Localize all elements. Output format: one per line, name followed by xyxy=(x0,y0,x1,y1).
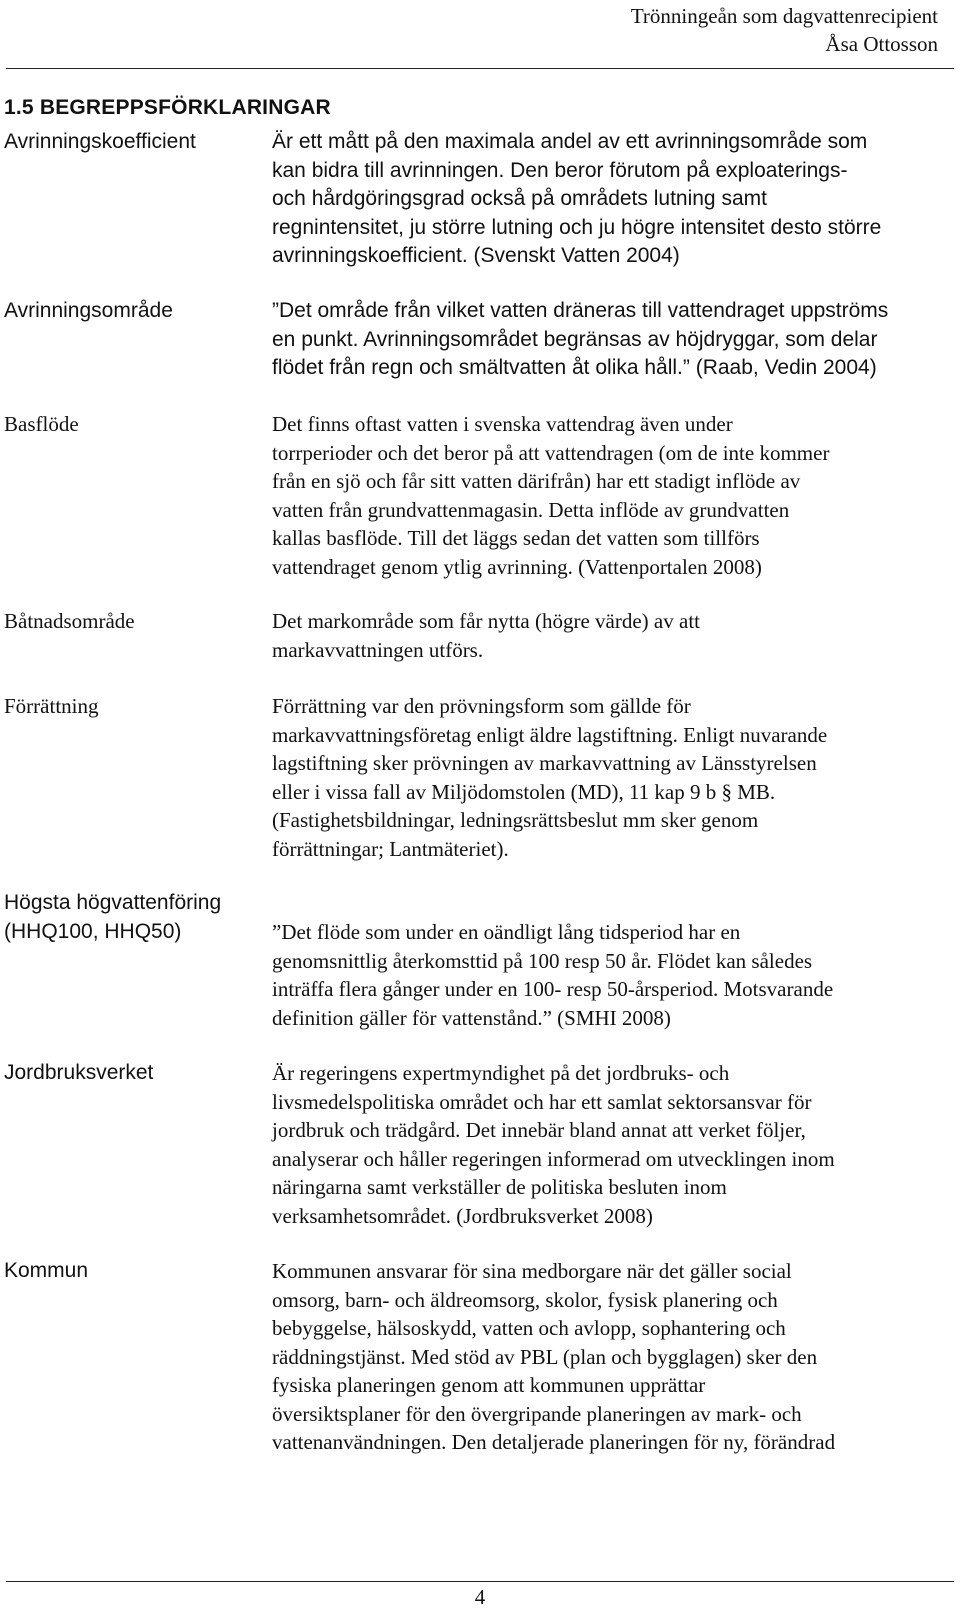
definition-line: markavvattningen utförs. xyxy=(272,637,484,662)
definition-line: omsorg, barn- och äldreomsorg, skolor, fysisk planering och xyxy=(272,1287,778,1312)
term-line: Basflöde xyxy=(4,412,79,436)
definition-line: ”Det område från vilket vatten dräneras till vattendraget uppströms xyxy=(272,299,889,322)
definition-line: bebyggelse, hälsoskydd, vatten och avlopp, sophantering och xyxy=(272,1316,786,1340)
definition-line: fysiska planeringen genom att kommunen upprättar xyxy=(272,1373,706,1397)
definition-line: vatten från grundvattenmagasin. Detta inflöde av grundvatten xyxy=(272,497,790,522)
definition-line: vattendraget genom ytlig avrinning. (Vattenportalen 2008) xyxy=(272,554,762,579)
definition-line: eller i vissa fall av Miljödomstolen (MD), 11 kap 9 b § MB. xyxy=(272,779,776,804)
term-hogsta-hogvattenforing xyxy=(4,889,249,946)
definition-line: Förrättning var den prövningsform som gällde för xyxy=(272,694,691,718)
term-line: Båtnadsområde xyxy=(4,609,135,633)
footer-divider xyxy=(6,1581,954,1582)
definition-avrinningsomrade xyxy=(272,297,960,383)
definition-forrattning xyxy=(272,692,960,863)
term-kommun xyxy=(4,1257,249,1286)
definition-kommun xyxy=(272,1257,960,1457)
definition-batnadsomrade xyxy=(272,607,960,664)
definition-line: kallas basflöde. Till det läggs sedan det vatten som tillförs xyxy=(272,526,760,550)
definition-avrinningskoefficient xyxy=(272,128,960,271)
definition-line: Det finns oftast vatten i svenska vattendrag även under xyxy=(272,412,733,436)
term-line: Avrinningsområde xyxy=(4,299,173,322)
term-avrinningskoefficient xyxy=(4,128,249,157)
definition-line: och hårdgöringsgrad också på områdets lutning samt xyxy=(272,187,767,210)
definition-line: inträffa flera gånger under en 100- resp 50-årsperiod. Motsvarande xyxy=(272,977,834,1001)
definition-line: Är ett mått på den maximala andel av ett avrinningsområde som xyxy=(272,130,868,153)
term-avrinningsomrade xyxy=(4,297,249,326)
definition-line: lagstiftning sker prövningen av markavvattning av Länsstyrelsen xyxy=(272,751,817,775)
term-basflode xyxy=(4,410,249,439)
term-line: Jordbruksverket xyxy=(4,1061,154,1084)
definition-line: ”Det flöde som under en oändligt lång tidsperiod har en xyxy=(272,920,741,944)
term-batnadsomrade xyxy=(4,607,249,636)
definition-line: en punkt. Avrinningsområdet begränsas av höjdryggar, som delar xyxy=(272,327,878,351)
definition-line: verksamhetsområdet. (Jordbruksverket 2008) xyxy=(272,1203,653,1228)
definition-basflode xyxy=(272,410,960,581)
term-line: (HHQ100, HHQ50) xyxy=(4,919,182,943)
definition-line: räddningstjänst. Med stöd av PBL (plan och bygglagen) sker den xyxy=(272,1344,818,1369)
definition-line: genomsnittlig återkomsttid på 100 resp 50 år. Flödet kan således xyxy=(272,948,813,973)
definition-line: Kommunen ansvarar för sina medborgare när det gäller social xyxy=(272,1259,792,1283)
page-number: 4 xyxy=(474,1585,486,1609)
definition-hogsta-hogvattenforing xyxy=(272,918,960,1032)
definition-line: översiktsplaner för den övergripande planeringen av mark- och xyxy=(272,1401,802,1426)
definition-line: från en sjö och får sitt vatten därifrån) har ett stadigt inflöde av xyxy=(272,469,801,493)
definition-line: Är regeringens expertmyndighet på det jordbruks- och xyxy=(272,1061,730,1085)
definition-line: (Fastighetsbildningar, ledningsrättsbeslut mm sker genom xyxy=(272,808,759,832)
definition-line: torrperioder och det beror på att vattendragen (om de inte kommer xyxy=(272,440,830,465)
term-line: Avrinningskoefficient xyxy=(4,130,196,153)
section-heading: 1.5 BEGREPPSFÖRKLARINGAR xyxy=(4,96,331,119)
definition-line: regnintensitet, ju större lutning och ju högre intensitet desto större xyxy=(272,215,882,239)
definition-line: markavvattningsföretag enligt äldre lagstiftning. Enligt nuvarande xyxy=(272,722,828,747)
header-divider xyxy=(6,68,954,69)
definition-line: analyserar och håller regeringen informerad om utvecklingen inom xyxy=(272,1146,835,1171)
term-line: Kommun xyxy=(4,1259,89,1282)
definition-line: kan bidra till avrinningen. Den beror förutom på exploaterings- xyxy=(272,158,848,182)
definition-line: näringarna samt verkställer de politiska besluten inom xyxy=(272,1175,727,1199)
term-forrattning xyxy=(4,692,249,721)
definition-line: förrättningar; Lantmäteriet). xyxy=(272,836,509,861)
definition-line: jordbruk och trädgård. Det innebär bland annat att verket följer, xyxy=(272,1118,806,1142)
definition-line: definition gäller för vattenstånd.” (SMHI 2008) xyxy=(272,1005,671,1030)
definition-line: avrinningskoefficient. (Svenskt Vatten 2004) xyxy=(272,244,680,267)
definition-line: Det markområde som får nytta (högre värde) av att xyxy=(272,609,700,633)
document-author: Åsa Ottosson xyxy=(825,32,938,56)
definition-line: vattenanvändningen. Den detaljerade planeringen för ny, förändrad xyxy=(272,1430,836,1454)
definition-jordbruksverket xyxy=(272,1059,960,1230)
definition-line: livsmedelspolitiska området och har ett samlat sektorsansvar för xyxy=(272,1089,812,1114)
definition-line: flödet från regn och smältvatten åt olika håll.” (Raab, Vedin 2004) xyxy=(272,356,877,379)
page-header xyxy=(631,2,938,58)
document-title: Trönningeån som dagvattenrecipient xyxy=(630,4,938,28)
term-line: Högsta högvattenföring xyxy=(4,891,222,914)
term-jordbruksverket xyxy=(4,1059,249,1088)
term-line: Förrättning xyxy=(4,694,99,718)
